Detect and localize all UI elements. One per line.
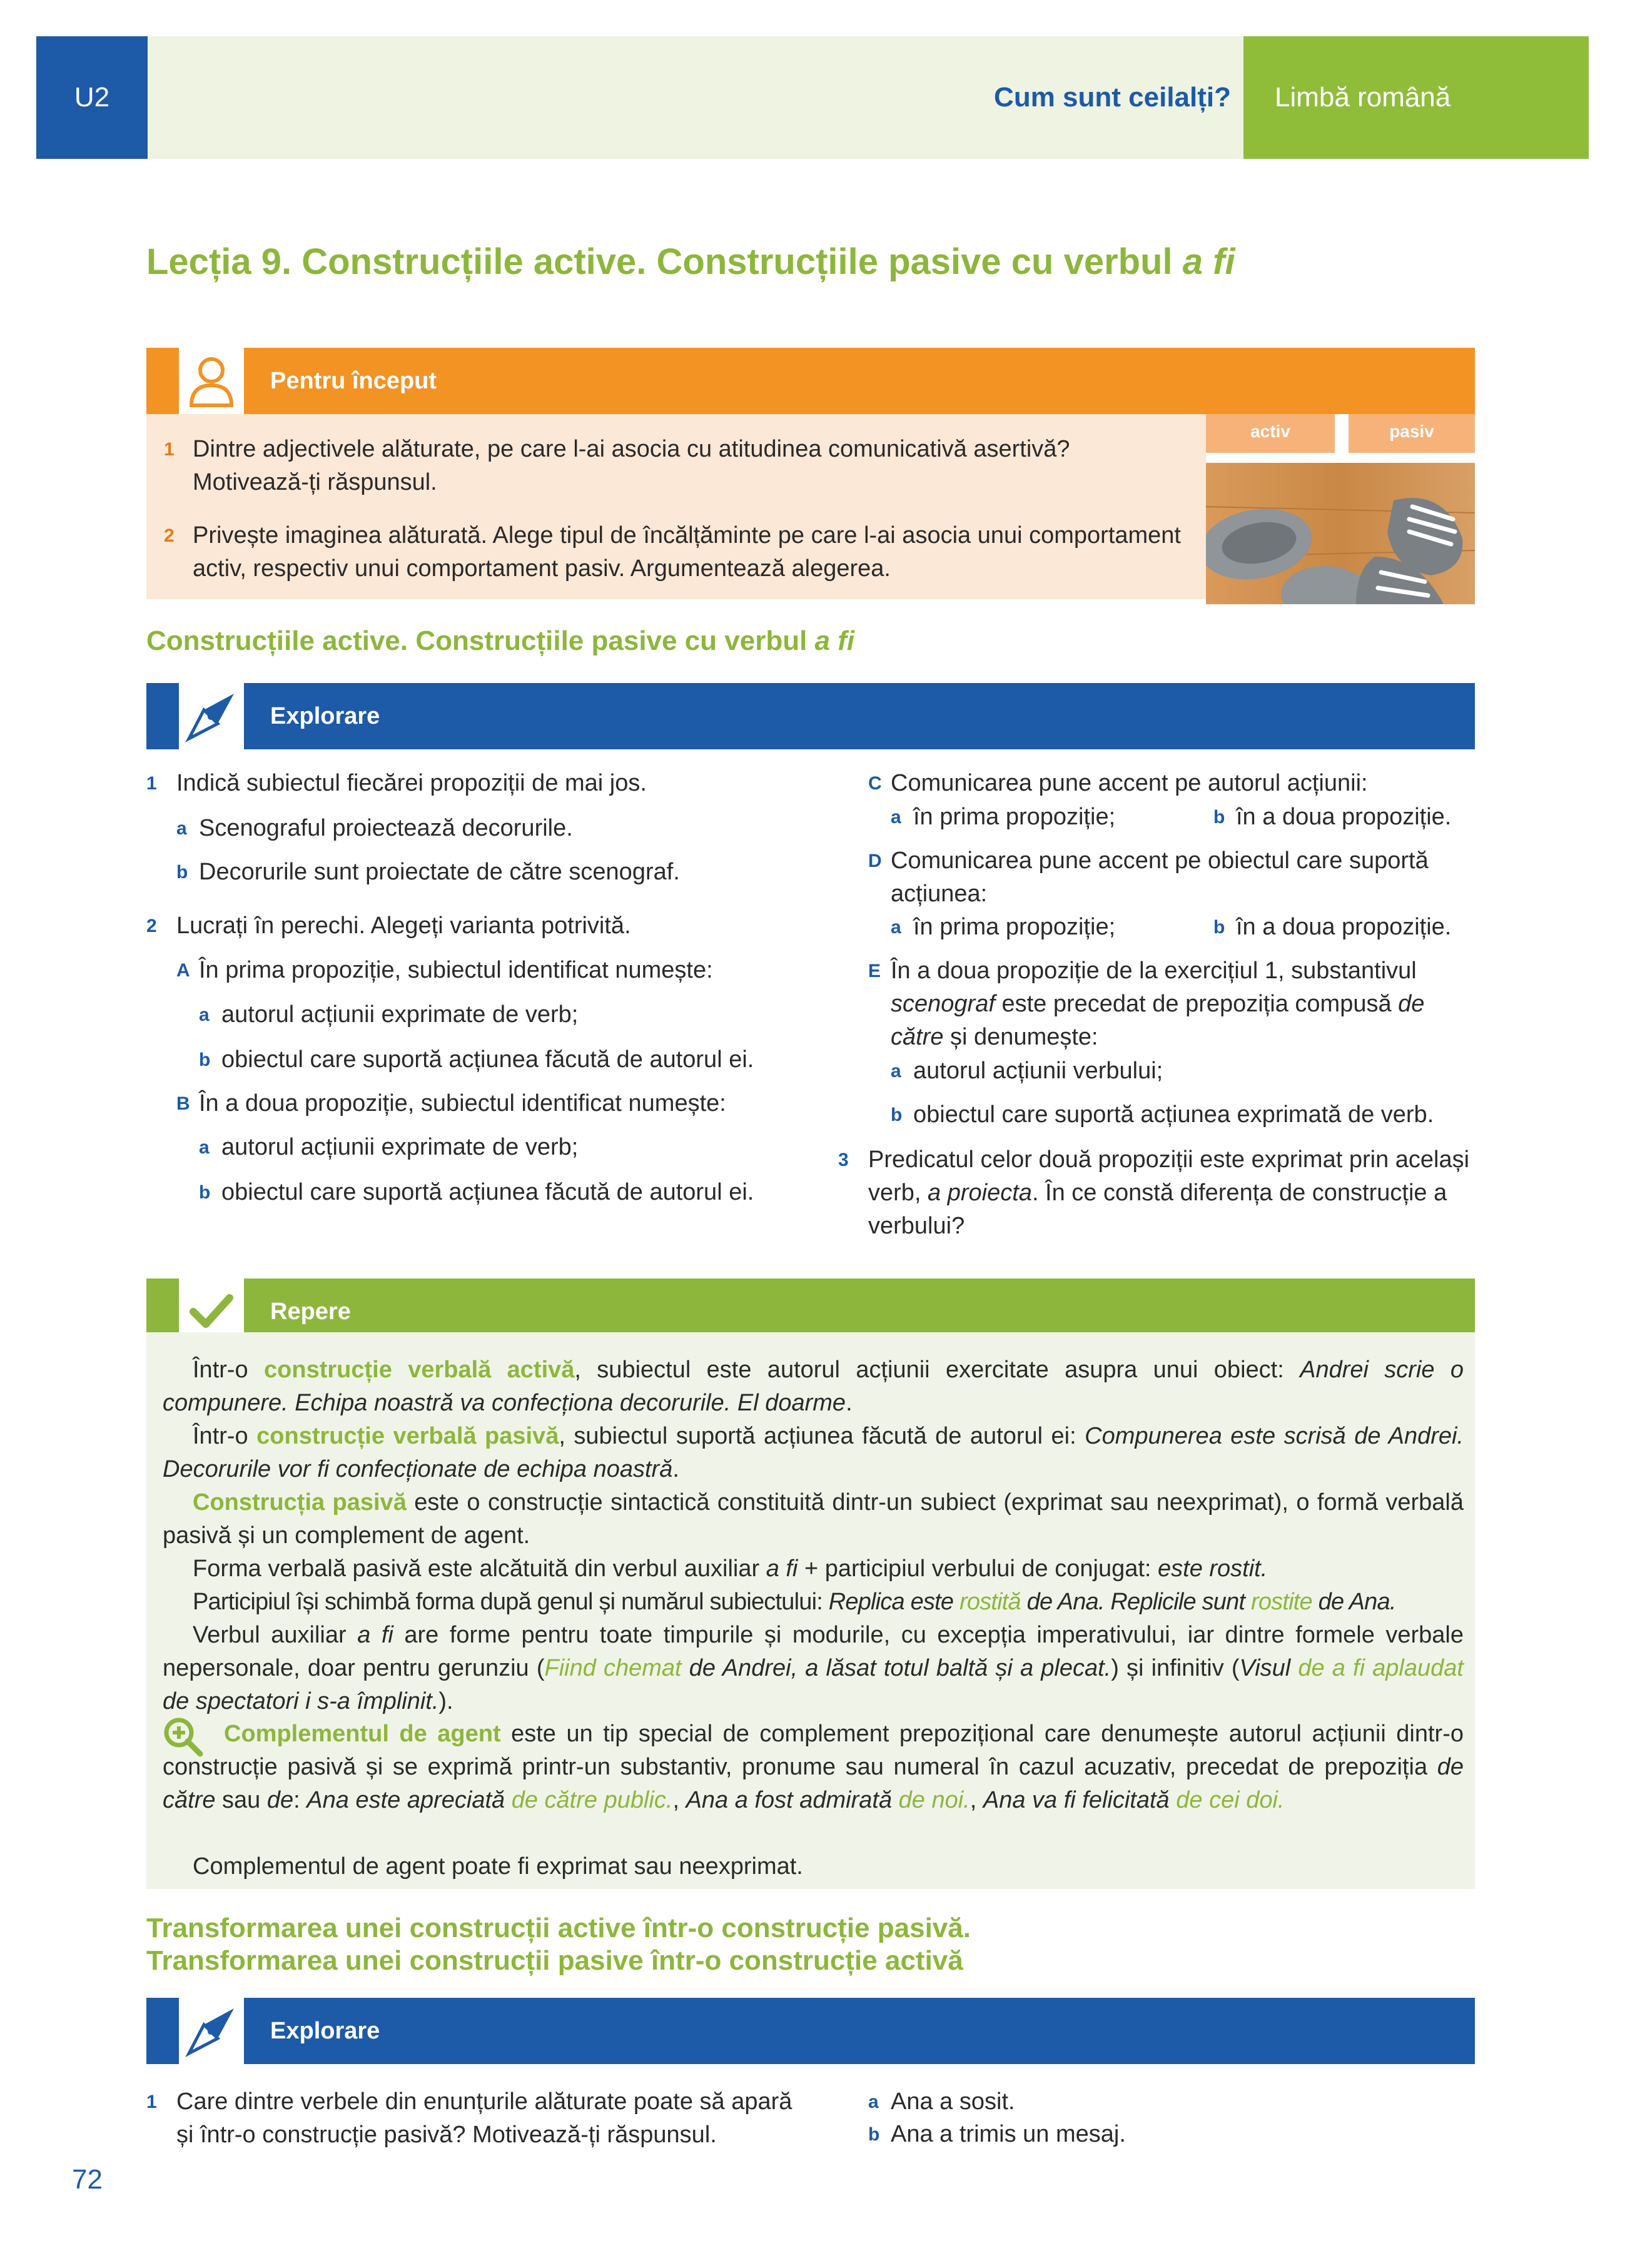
exercise-2B-b: b obiectul care suportă acțiunea făcută de autorul ei. [199,1179,754,1205]
exercise-2E-b: b obiectul care suportă acțiunea exprimată de verb. [891,1101,1434,1128]
exercise-2-1-b: b Ana a trimis un mesaj. [868,2121,1126,2147]
explorare-heading-2: Explorare [244,1998,1475,2064]
section-1-title: Construcțiile active. Construcțiile pasive cu verbul a fi [146,625,855,656]
exercise-2A-a: a autorul acțiunii exprimate de verb; [199,1001,579,1028]
exercise-2: 2 Lucrați în perechi. Alegeți varianta potrivită. [146,913,631,939]
section-2-title-line-1: Transformarea unei construcții active într-o construcție pasivă. [146,1913,971,1943]
compass-icon [179,1998,244,2064]
exercise-2E: E În a doua propoziție de la exercițiul 1, substantivul scenograf este precedat de prepoziția compusă de către și denumește: [868,958,1425,1050]
header-bar [148,36,1243,159]
person-icon [179,348,244,414]
repere-heading: Repere [244,1278,1475,1345]
section-2-title-line-2: Transformarea unei construcții pasive într-o construcție activă [146,1945,963,1976]
exercise-2D-a: a în prima propoziție; [891,914,1116,940]
exercise-2C-a: a în prima propoziție; [891,804,1116,830]
shoes-image [1206,463,1475,604]
repere-paragraph-6: Verbul auxiliar a fi are forme pentru toate timpurile și modurile, cu excepția imperativului, iar dintre formele verbale nepersonale, doar pentru gerunziu (Fiind chemat de Andrei, a lăsat totul baltă și a plecat.) și infinitiv (Visul de a fi aplaudat de spectatori i s-a împlinit.). [163,1622,1464,1714]
photo-label-pasiv: pasiv [1349,414,1475,453]
repere-paragraph-4: Forma verbală pasivă este alcătuită din verbul auxiliar a fi + participiul verbului de conjugat: este rostit. [193,1556,1268,1582]
exercise-2B-a: a autorul acțiunii exprimate de verb; [199,1134,579,1160]
page-number: 72 [72,2164,103,2195]
repere-paragraph-1: Într-o construcție verbală activă, subiectul este autorul acțiunii exercitate asupra unui obiect: Andrei scrie o compunere. Echipa noastră va confecționa decorurile. El doarme. [163,1357,1464,1416]
explorare-heading-1: Explorare [244,683,1475,749]
exercise-2-1-a: a Ana a sosit. [868,2088,1015,2115]
start-item-1: 1 Dintre adjectivele alăturate, pe care l-ai asocia cu atitudinea comunicativă asertivă? Motivează-ți răspunsul. [164,436,1070,495]
exercise-2B: B În a doua propoziție, subiectul identificat numește: [176,1090,726,1116]
repere-paragraph-5: Participiul își schimbă forma după genul și numărul subiectului: Replica este rostită de Ana. Replicile sunt rostite de Ana. [193,1589,1396,1615]
exercise-1a: a Scenograful proiectează decorurile. [176,815,573,841]
lesson-title: Lecția 9. Construcțiile active. Construcțiile pasive cu verbul a fi [146,241,1235,282]
exercise-2-1: 1 Care dintre verbele din enunțurile alăturate poate să apară și într-o construcție pasivă? Motivează-ți răspunsul. [146,2088,792,2148]
exercise-3: 3 Predicatul celor două propoziții este exprimat prin același verb, a proiecta. În ce constă diferența de construcție a verbului? [838,1147,1470,1239]
exercise-2A: A În prima propoziție, subiectul identificat numește: [176,957,713,983]
explorare-bar-1 [146,683,1475,749]
exercise-2E-a: a autorul acțiunii verbului; [891,1058,1163,1084]
repere-paragraph-3: Construcția pasivă este o construcție sintactică constituită dintr-un subiect (exprimat sau neexprimat), o formă verbală pasivă și un complement de agent. [163,1489,1464,1549]
subject-label: Limbă română [1243,36,1589,159]
repere-paragraph-7: Complementul de agent este un tip special de complement prepozițional care denumește autorul acțiunii dintr-o construcție pasivă și se exprimă printr-un substantiv, pronume sau numeral în cazul acuzativ, precedat de prepoziția de către sau de: Ana este apreciată de către public., Ana a fost admirată de noi., Ana va fi felicitată de cei doi. [163,1721,1464,1813]
start-item-2: 2 Privește imaginea alăturată. Alege tipul de încălțăminte pe care l-ai asocia unui comportament activ, respectiv unui comportament pasiv. Argumentează alegerea. [164,522,1181,582]
exercise-2D: D Comunicarea pune accent pe obiectul care suportă acțiunea: [868,848,1429,907]
chapter-title: Cum sunt ceilalți? [994,82,1231,113]
explorare-bar-2 [146,1998,1475,2064]
start-section-bar [146,348,1475,414]
exercise-2A-b: b obiectul care suportă acțiunea făcută de autorul ei. [199,1046,754,1073]
repere-paragraph-2: Într-o construcție verbală pasivă, subiectul suportă acțiunea făcută de autorul ei: Compunerea este scrisă de Andrei. Decorurile vor fi confecționate de echipa noastră. [163,1423,1464,1482]
exercise-2C: C Comunicarea pune accent pe autorul acțiunii: [868,770,1368,796]
unit-label: U2 [36,36,148,159]
exercise-2C-b: b în a doua propoziție. [1213,804,1452,830]
photo-label-activ: activ [1206,414,1335,453]
exercise-2D-b: b în a doua propoziție. [1213,914,1452,940]
start-heading: Pentru început [244,348,1475,414]
repere-paragraph-8: Complementul de agent poate fi exprimat sau neexprimat. [193,1853,803,1880]
exercise-1: 1 Indică subiectul fiecărei propoziții de mai jos. [146,770,647,796]
exercise-1b: b Decorurile sunt proiectate de către scenograf. [176,859,680,885]
compass-icon [179,683,244,749]
